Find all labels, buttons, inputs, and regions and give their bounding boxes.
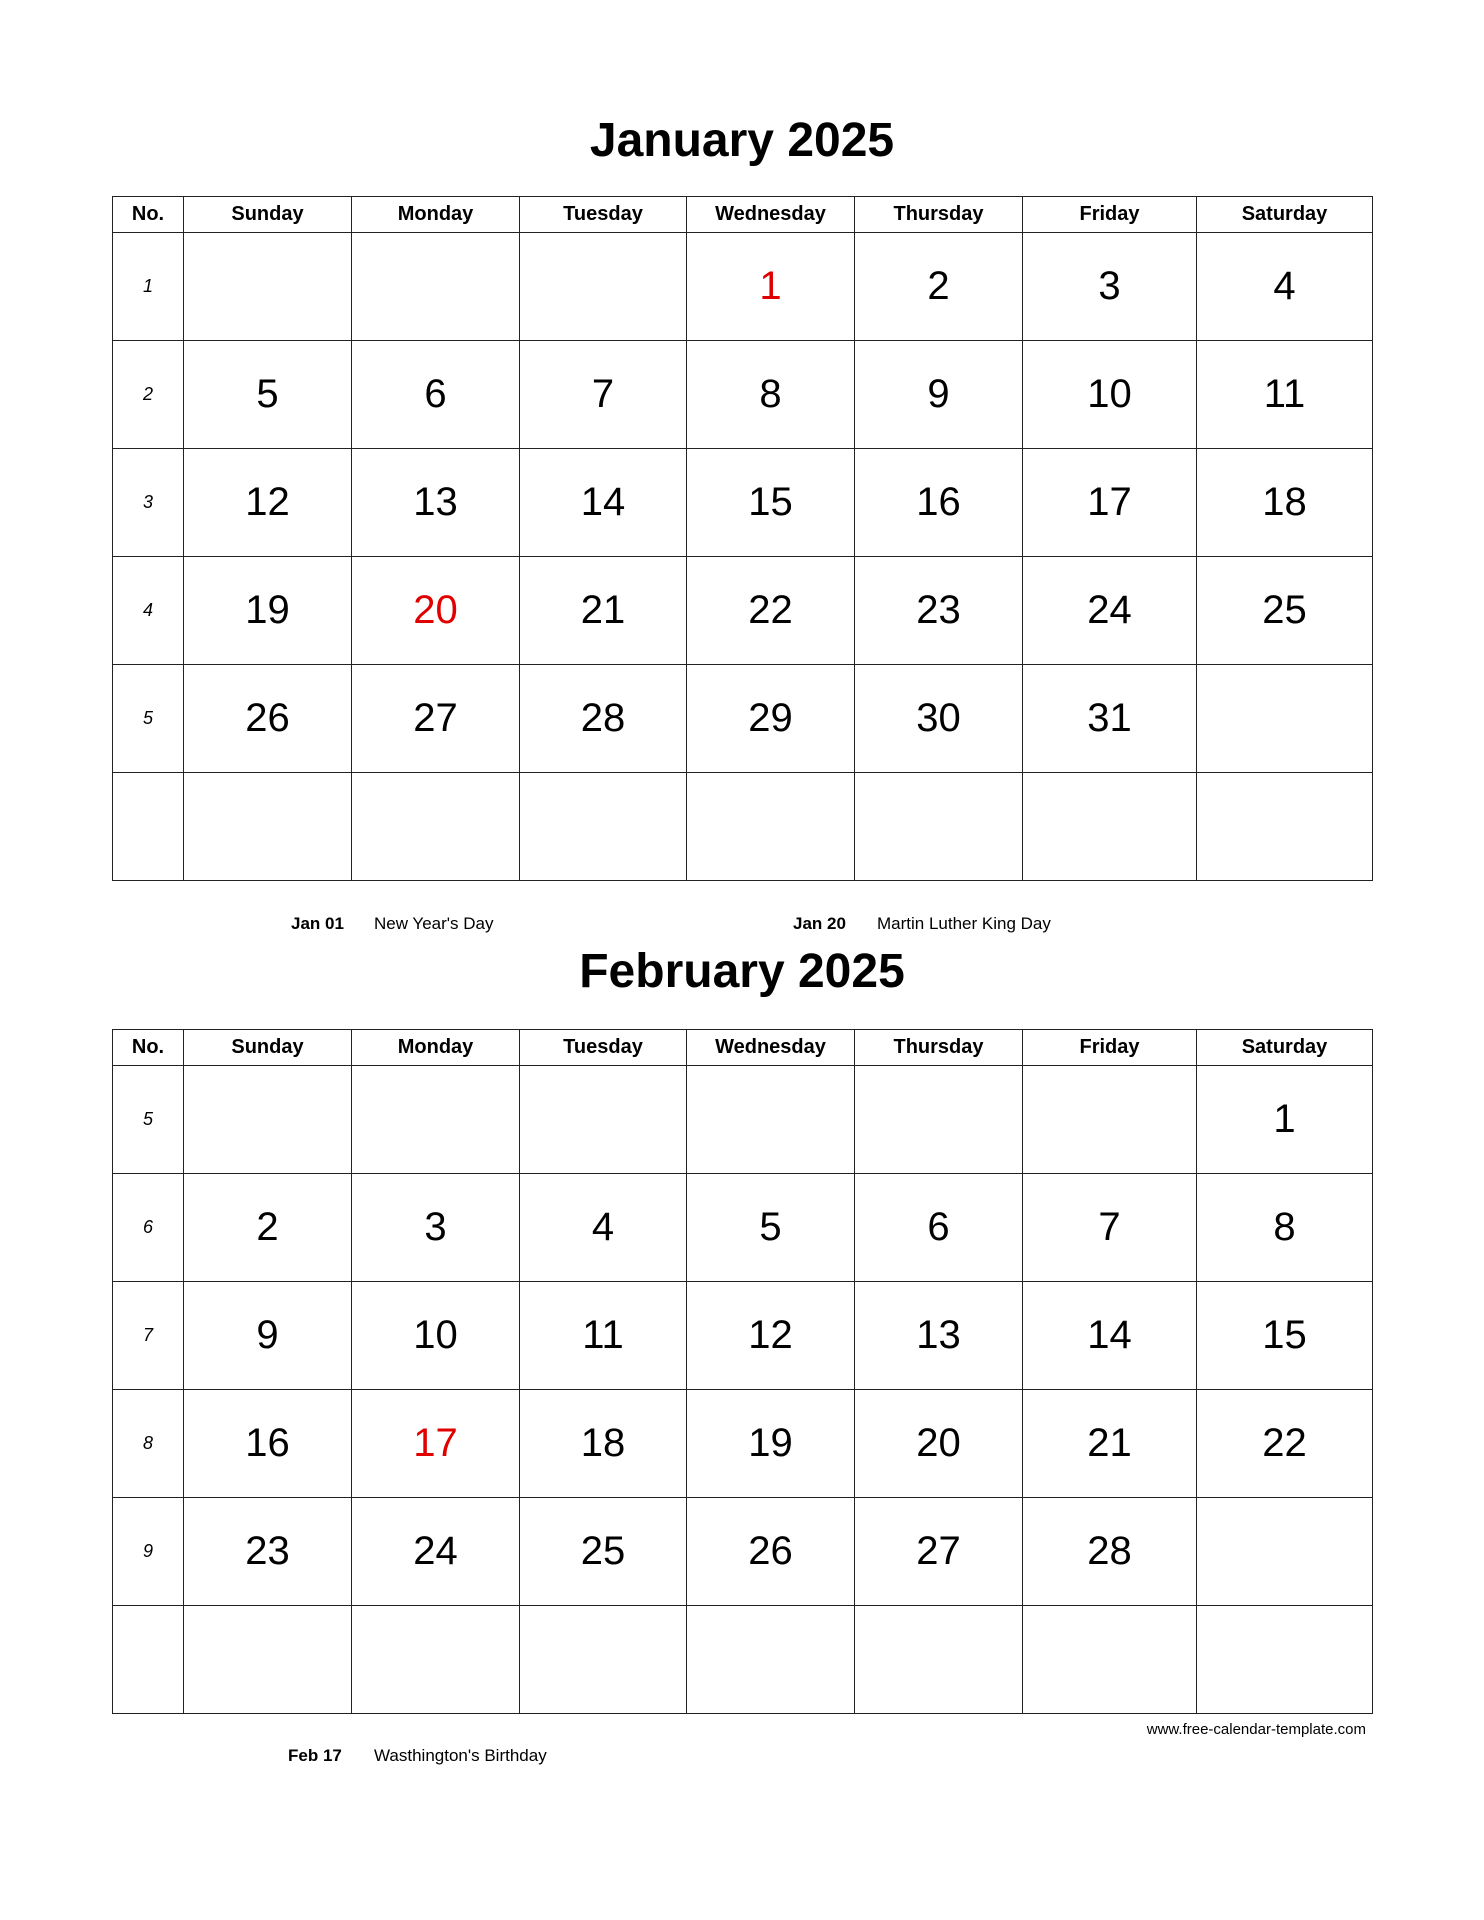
day-cell-saturday: 15	[1197, 1282, 1373, 1390]
day-cell-sunday: 16	[184, 1390, 352, 1498]
day-cell-monday	[352, 233, 520, 341]
day-cell-saturday: 22	[1197, 1390, 1373, 1498]
day-cell-wednesday: 5	[687, 1174, 855, 1282]
january-title: January 2025	[589, 114, 895, 167]
day-cell-thursday: 20	[855, 1390, 1023, 1498]
day-cell-friday: 24	[1023, 557, 1197, 665]
january-calendar-grid	[112, 196, 1373, 881]
day-cell-tuesday	[520, 1066, 687, 1174]
day-cell-monday	[352, 773, 520, 881]
week-row	[113, 1174, 1373, 1282]
day-cell-wednesday	[687, 773, 855, 881]
week-number	[113, 1606, 184, 1714]
day-cell-wednesday: 12	[687, 1282, 855, 1390]
day-cell-sunday	[184, 233, 352, 341]
week-number: 5	[113, 1066, 184, 1174]
day-cell-monday: 13	[352, 449, 520, 557]
day-cell-sunday: 26	[184, 665, 352, 773]
day-cell-tuesday: 28	[520, 665, 687, 773]
day-cell-monday: 27	[352, 665, 520, 773]
day-cell-tuesday: 11	[520, 1282, 687, 1390]
day-cell-friday: 31	[1023, 665, 1197, 773]
weekday-header-row	[113, 197, 1373, 233]
holiday-day-cell: 17	[352, 1390, 520, 1498]
week-row	[113, 557, 1373, 665]
weekday-header-row	[113, 1030, 1373, 1066]
day-cell-saturday: 8	[1197, 1174, 1373, 1282]
header-monday: Monday	[352, 1030, 520, 1066]
day-cell-friday: 28	[1023, 1498, 1197, 1606]
day-cell-sunday: 2	[184, 1174, 352, 1282]
day-cell-saturday: 1	[1197, 1066, 1373, 1174]
day-cell-sunday: 23	[184, 1498, 352, 1606]
week-row	[113, 1390, 1373, 1498]
day-cell-monday	[352, 1606, 520, 1714]
holiday-day-cell: 1	[687, 233, 855, 341]
header-monday: Monday	[352, 197, 520, 233]
day-cell-wednesday: 29	[687, 665, 855, 773]
holiday-name: Wasthington's Birthday	[374, 1746, 547, 1765]
day-cell-saturday	[1197, 665, 1373, 773]
day-cell-thursday: 9	[855, 341, 1023, 449]
day-cell-sunday	[184, 1066, 352, 1174]
day-cell-sunday: 9	[184, 1282, 352, 1390]
day-cell-friday: 10	[1023, 341, 1197, 449]
week-number: 8	[113, 1390, 184, 1498]
day-cell-friday: 21	[1023, 1390, 1197, 1498]
day-cell-tuesday: 4	[520, 1174, 687, 1282]
header-friday: Friday	[1023, 1030, 1197, 1066]
header-sunday: Sunday	[184, 1030, 352, 1066]
day-cell-tuesday: 7	[520, 341, 687, 449]
day-cell-saturday	[1197, 773, 1373, 881]
day-cell-friday: 3	[1023, 233, 1197, 341]
week-number: 5	[113, 665, 184, 773]
day-cell-wednesday: 8	[687, 341, 855, 449]
week-number: 6	[113, 1174, 184, 1282]
holiday-note	[288, 1746, 608, 1768]
day-cell-monday: 6	[352, 341, 520, 449]
day-cell-tuesday: 18	[520, 1390, 687, 1498]
day-cell-sunday: 19	[184, 557, 352, 665]
day-cell-thursday: 13	[855, 1282, 1023, 1390]
week-row	[113, 1498, 1373, 1606]
day-cell-tuesday	[520, 773, 687, 881]
day-cell-friday	[1023, 1606, 1197, 1714]
day-cell-friday: 14	[1023, 1282, 1197, 1390]
day-cell-wednesday	[687, 1606, 855, 1714]
header-week-number: No.	[113, 1030, 184, 1066]
header-saturday: Saturday	[1197, 197, 1373, 233]
header-friday: Friday	[1023, 197, 1197, 233]
day-cell-tuesday: 14	[520, 449, 687, 557]
day-cell-thursday: 30	[855, 665, 1023, 773]
week-number: 7	[113, 1282, 184, 1390]
day-cell-wednesday: 19	[687, 1390, 855, 1498]
week-row	[113, 449, 1373, 557]
holiday-day-cell: 20	[352, 557, 520, 665]
day-cell-friday	[1023, 773, 1197, 881]
week-row	[113, 1606, 1373, 1714]
week-number: 4	[113, 557, 184, 665]
day-cell-monday	[352, 1066, 520, 1174]
website-credit: www.free-calendar-template.com	[1146, 1721, 1366, 1738]
week-number: 1	[113, 233, 184, 341]
day-cell-monday: 24	[352, 1498, 520, 1606]
header-sunday: Sunday	[184, 197, 352, 233]
week-number	[113, 773, 184, 881]
february-calendar-grid	[112, 1029, 1373, 1714]
day-cell-saturday	[1197, 1606, 1373, 1714]
day-cell-thursday: 27	[855, 1498, 1023, 1606]
day-cell-wednesday: 26	[687, 1498, 855, 1606]
day-cell-tuesday	[520, 233, 687, 341]
week-row	[113, 773, 1373, 881]
week-row	[113, 665, 1373, 773]
holiday-date: Jan 01	[291, 914, 344, 933]
day-cell-thursday	[855, 1606, 1023, 1714]
day-cell-sunday	[184, 1606, 352, 1714]
day-cell-friday	[1023, 1066, 1197, 1174]
day-cell-tuesday: 25	[520, 1498, 687, 1606]
holiday-name: Martin Luther King Day	[877, 914, 1051, 933]
day-cell-friday: 7	[1023, 1174, 1197, 1282]
day-cell-tuesday	[520, 1606, 687, 1714]
day-cell-monday: 10	[352, 1282, 520, 1390]
day-cell-thursday: 16	[855, 449, 1023, 557]
day-cell-thursday: 6	[855, 1174, 1023, 1282]
day-cell-monday: 3	[352, 1174, 520, 1282]
day-cell-saturday	[1197, 1498, 1373, 1606]
holiday-date: Jan 20	[793, 914, 846, 933]
week-row	[113, 233, 1373, 341]
week-number: 3	[113, 449, 184, 557]
day-cell-tuesday: 21	[520, 557, 687, 665]
week-row	[113, 341, 1373, 449]
header-wednesday: Wednesday	[687, 1030, 855, 1066]
day-cell-thursday	[855, 1066, 1023, 1174]
header-week-number: No.	[113, 197, 184, 233]
holiday-date: Feb 17	[288, 1746, 342, 1765]
day-cell-sunday: 12	[184, 449, 352, 557]
header-tuesday: Tuesday	[520, 197, 687, 233]
header-saturday: Saturday	[1197, 1030, 1373, 1066]
day-cell-thursday	[855, 773, 1023, 881]
day-cell-sunday: 5	[184, 341, 352, 449]
week-row	[113, 1066, 1373, 1174]
day-cell-thursday: 23	[855, 557, 1023, 665]
header-thursday: Thursday	[855, 197, 1023, 233]
day-cell-saturday: 25	[1197, 557, 1373, 665]
day-cell-saturday: 18	[1197, 449, 1373, 557]
header-wednesday: Wednesday	[687, 197, 855, 233]
day-cell-friday: 17	[1023, 449, 1197, 557]
header-thursday: Thursday	[855, 1030, 1023, 1066]
february-title: February 2025	[579, 945, 905, 998]
day-cell-wednesday: 22	[687, 557, 855, 665]
holiday-name: New Year's Day	[374, 914, 494, 933]
week-number: 9	[113, 1498, 184, 1606]
holiday-note	[291, 914, 591, 936]
day-cell-wednesday: 15	[687, 449, 855, 557]
day-cell-saturday: 4	[1197, 233, 1373, 341]
day-cell-saturday: 11	[1197, 341, 1373, 449]
week-row	[113, 1282, 1373, 1390]
holiday-note	[793, 914, 1113, 936]
header-tuesday: Tuesday	[520, 1030, 687, 1066]
week-number: 2	[113, 341, 184, 449]
day-cell-sunday	[184, 773, 352, 881]
day-cell-thursday: 2	[855, 233, 1023, 341]
day-cell-wednesday	[687, 1066, 855, 1174]
